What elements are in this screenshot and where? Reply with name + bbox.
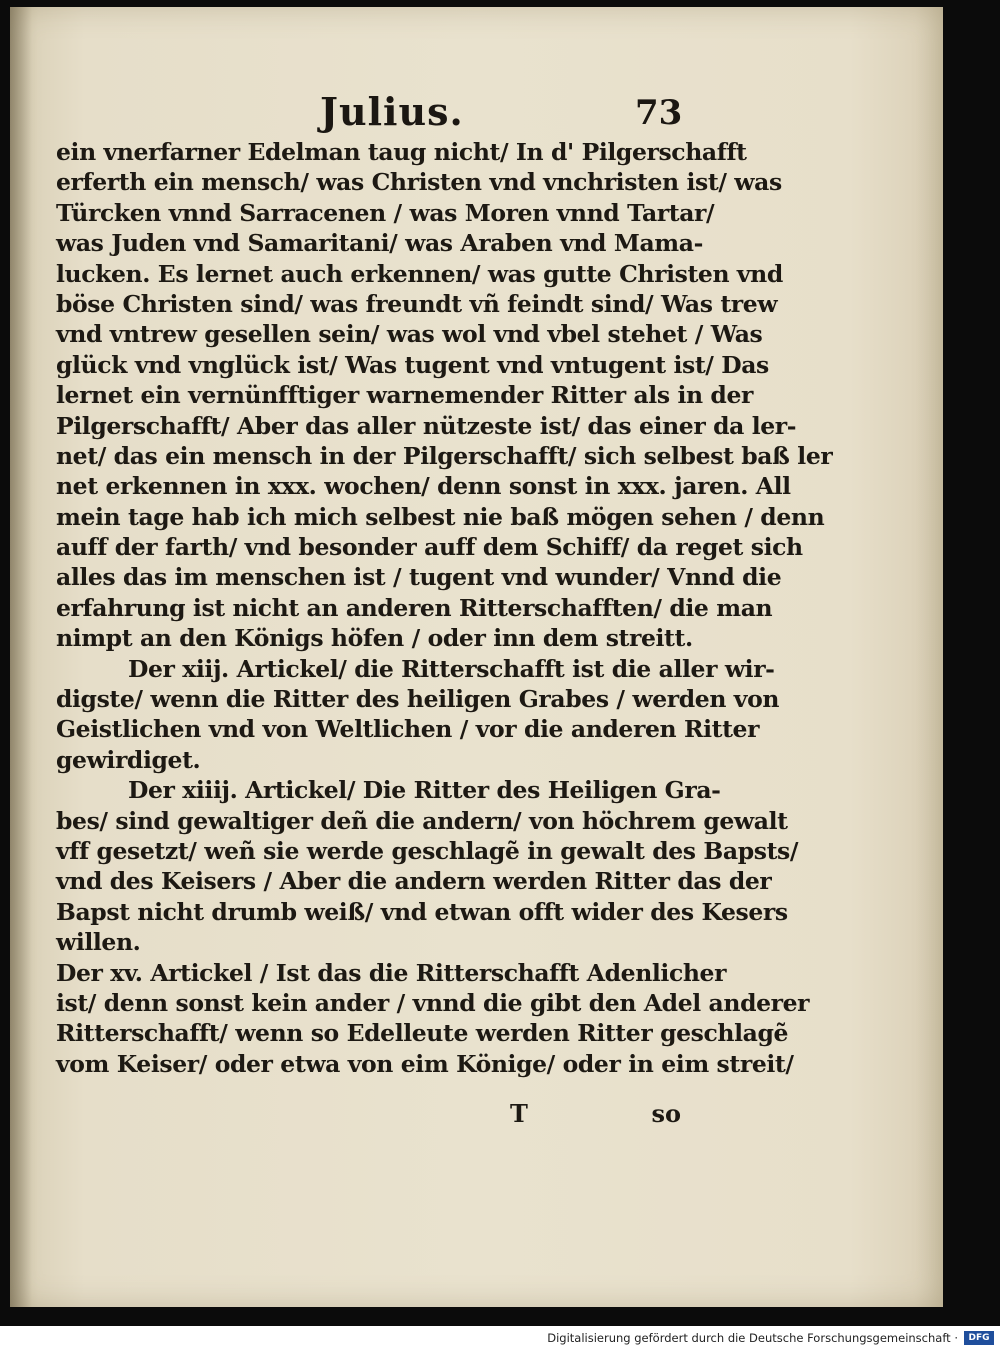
text-line: vff gesetzt/ weñ sie werde geschlagẽ in gewalt des Bapsts/	[56, 836, 799, 865]
text-line: Bapst nicht drumb weiß/ vnd etwan offt wider des Kesers	[56, 897, 788, 926]
text-line: bes/ sind gewaltiger deñ die andern/ von höchrem gewalt	[56, 806, 788, 835]
book-page	[10, 7, 943, 1307]
text-line: Geistlichen vnd von Weltlichen / vor die anderen Ritter	[56, 715, 760, 744]
text-line: Der xiiij. Artickel/ Die Ritter des Heiligen Gra-	[128, 776, 721, 805]
text-line: mein tage hab ich mich selbest nie baß mögen sehen / denn	[56, 502, 825, 531]
text-line: Türcken vnnd Sarracenen / was Moren vnnd Tartar/	[56, 198, 715, 227]
text-line: digste/ wenn die Ritter des heiligen Grabes / werden von	[56, 685, 780, 714]
text-line: alles das im menschen ist / tugent vnd wunder/ Vnnd die	[56, 563, 782, 592]
text-line: auff der farth/ vnd besonder auff dem Schiff/ da reget sich	[56, 533, 803, 562]
text-line: vom Keiser/ oder etwa von eim Könige/ oder in eim streit/	[56, 1049, 794, 1078]
text-line: erfahrung ist nicht an anderen Ritterschafften/ die man	[56, 593, 773, 622]
text-line: erferth ein mensch/ was Christen vnd vnchristen ist/ was	[56, 168, 782, 197]
text-line: lucken. Es lernet auch erkennen/ was gutte Christen vnd	[56, 259, 783, 288]
folio-number: 73	[635, 93, 683, 133]
text-line: glück vnd vnglück ist/ Was tugent vnd vntugent ist/ Das	[56, 350, 769, 379]
text-line: Der xiij. Artickel/ die Ritterschafft ist die aller wir-	[128, 654, 775, 683]
text-line: böse Christen sind/ was freundt vñ feindt sind/ Was trew	[56, 289, 778, 318]
catchword: so	[651, 1099, 681, 1128]
running-title: Julius.	[320, 89, 464, 134]
text-line: vnd vntrew gesellen sein/ was wol vnd vbel stehet / Was	[56, 320, 763, 349]
text-line: Ritterschafft/ wenn so Edelleute werden Ritter geschlagẽ	[56, 1019, 789, 1048]
page-foot	[56, 1099, 681, 1133]
signature-mark: T	[510, 1099, 528, 1128]
text-line: net/ das ein mensch in der Pilgerschafft/ sich selbest baß ler	[56, 441, 833, 470]
text-line: nimpt an den Königs höfen / oder inn dem streitt.	[56, 624, 693, 653]
funding-credit: Digitalisierung gefördert durch die Deutsche Forschungsgemeinschaft ·	[547, 1331, 958, 1345]
text-line: ist/ denn sonst kein ander / vnnd die gibt den Adel anderer	[56, 988, 810, 1017]
gutter-shadow	[10, 7, 32, 1307]
dfg-logo: DFG	[964, 1331, 994, 1345]
text-line: was Juden vnd Samaritani/ was Araben vnd Mama-	[56, 229, 703, 258]
text-line: Pilgerschafft/ Aber das aller nützeste ist/ das einer da ler-	[56, 411, 797, 440]
text-line: Der xv. Artickel / Ist das die Ritterschafft Adenlicher	[56, 958, 727, 987]
text-line: vnd des Keisers / Aber die andern werden Ritter das der	[56, 867, 772, 896]
text-line: gewirdiget.	[56, 745, 201, 774]
text-line: willen.	[56, 928, 141, 957]
footer-bar	[0, 1326, 1000, 1351]
text-line: net erkennen in xxx. wochen/ denn sonst in xxx. jaren. All	[56, 472, 791, 501]
text-line: lernet ein vernünfftiger warnemender Ritter als in der	[56, 381, 753, 410]
text-block	[56, 137, 833, 1079]
text-line: ein vnerfarner Edelman taug nicht/ In d' Pilgerschafft	[56, 138, 747, 166]
